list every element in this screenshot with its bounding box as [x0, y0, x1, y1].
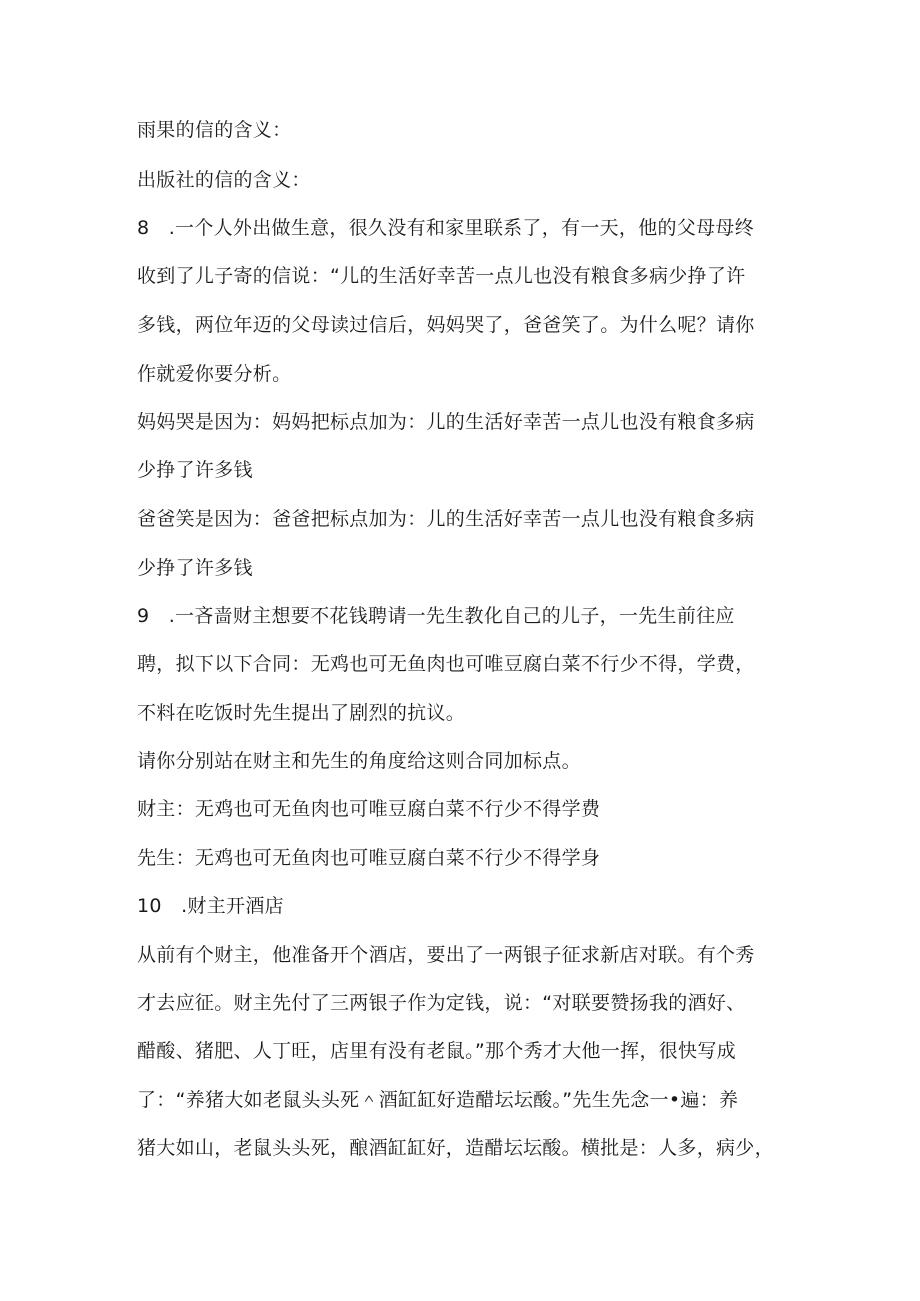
question-8-line-2: 收到了儿子寄的信说：“儿的生活好幸苦一点儿也没有粮食多病少挣了许 — [137, 265, 746, 287]
answer-mom-line-2: 少挣了许多钱 — [137, 459, 253, 481]
text-line-yuguo-letter: 雨果的信的含义： — [137, 119, 292, 141]
question-8-line-4: 作就爱你要分析。 — [137, 363, 292, 385]
question-9-prompt: 请你分别站在财主和先生的角度给这则合同加标点。 — [137, 750, 581, 772]
question-10-line-3: 醋酸、猪肥、人丁旺，店里有没有老鼠。”那个秀才大他一挥，很快写成 — [137, 1040, 736, 1062]
answer-mom-line-1: 妈妈哭是因为：妈妈把标点加为：儿的生活好幸苦一点儿也没有粮食多病 — [137, 411, 755, 433]
question-10-line-5: 猪大如山，老鼠头头死，酿酒缸缸好，造醋坛坛酸。横批是：人多，病少， — [137, 1137, 774, 1159]
question-10-line-2: 才去应征。财主先付了三两银子作为定钱，说：“对联要赞扬我的酒好、 — [137, 992, 746, 1014]
question-9-line-1: 9 .一吝啬财主想要不花钱聘请一先生教化自己的儿子，一先生前往应 — [137, 605, 735, 627]
question-10-line-1: 从前有个财主，他准备开个酒店，要出了一两银子征求新店对联。有个秀 — [137, 944, 755, 966]
question-8-line-1: 8 .一个人外出做生意，很久没有和家里联系了，有一天，他的父母母终 — [137, 217, 755, 239]
question-9-line-2: 聘，拟下以下合同：无鸡也可无鱼肉也可唯豆腐白菜不行少不得，学费， — [137, 653, 755, 675]
answer-landlord: 财主：无鸡也可无鱼肉也可唯豆腐白菜不行少不得学费 — [137, 798, 601, 820]
question-10-line-4: 了：“养猪大如老鼠头头死＾酒缸缸好造醋坛坛酸。”先生先念一•遍：养 — [137, 1089, 739, 1111]
answer-dad-line-2: 少挣了许多钱 — [137, 557, 253, 579]
question-10-title: 10 .财主开酒店 — [137, 895, 284, 917]
answer-dad-line-1: 爸爸笑是因为：爸爸把标点加为：儿的生活好幸苦一点儿也没有粮食多病 — [137, 508, 755, 530]
question-8-line-3: 多钱，两位年迈的父母读过信后，妈妈哭了，爸爸笑了。为什么呢？请你 — [137, 314, 755, 336]
text-line-publisher-letter: 出版社的信的含义： — [137, 169, 311, 191]
question-9-line-3: 不料在吃饭时先生提出了剧烈的抗议。 — [137, 702, 466, 724]
answer-teacher: 先生：无鸡也可无鱼肉也可唯豆腐白菜不行少不得学身 — [137, 847, 601, 869]
